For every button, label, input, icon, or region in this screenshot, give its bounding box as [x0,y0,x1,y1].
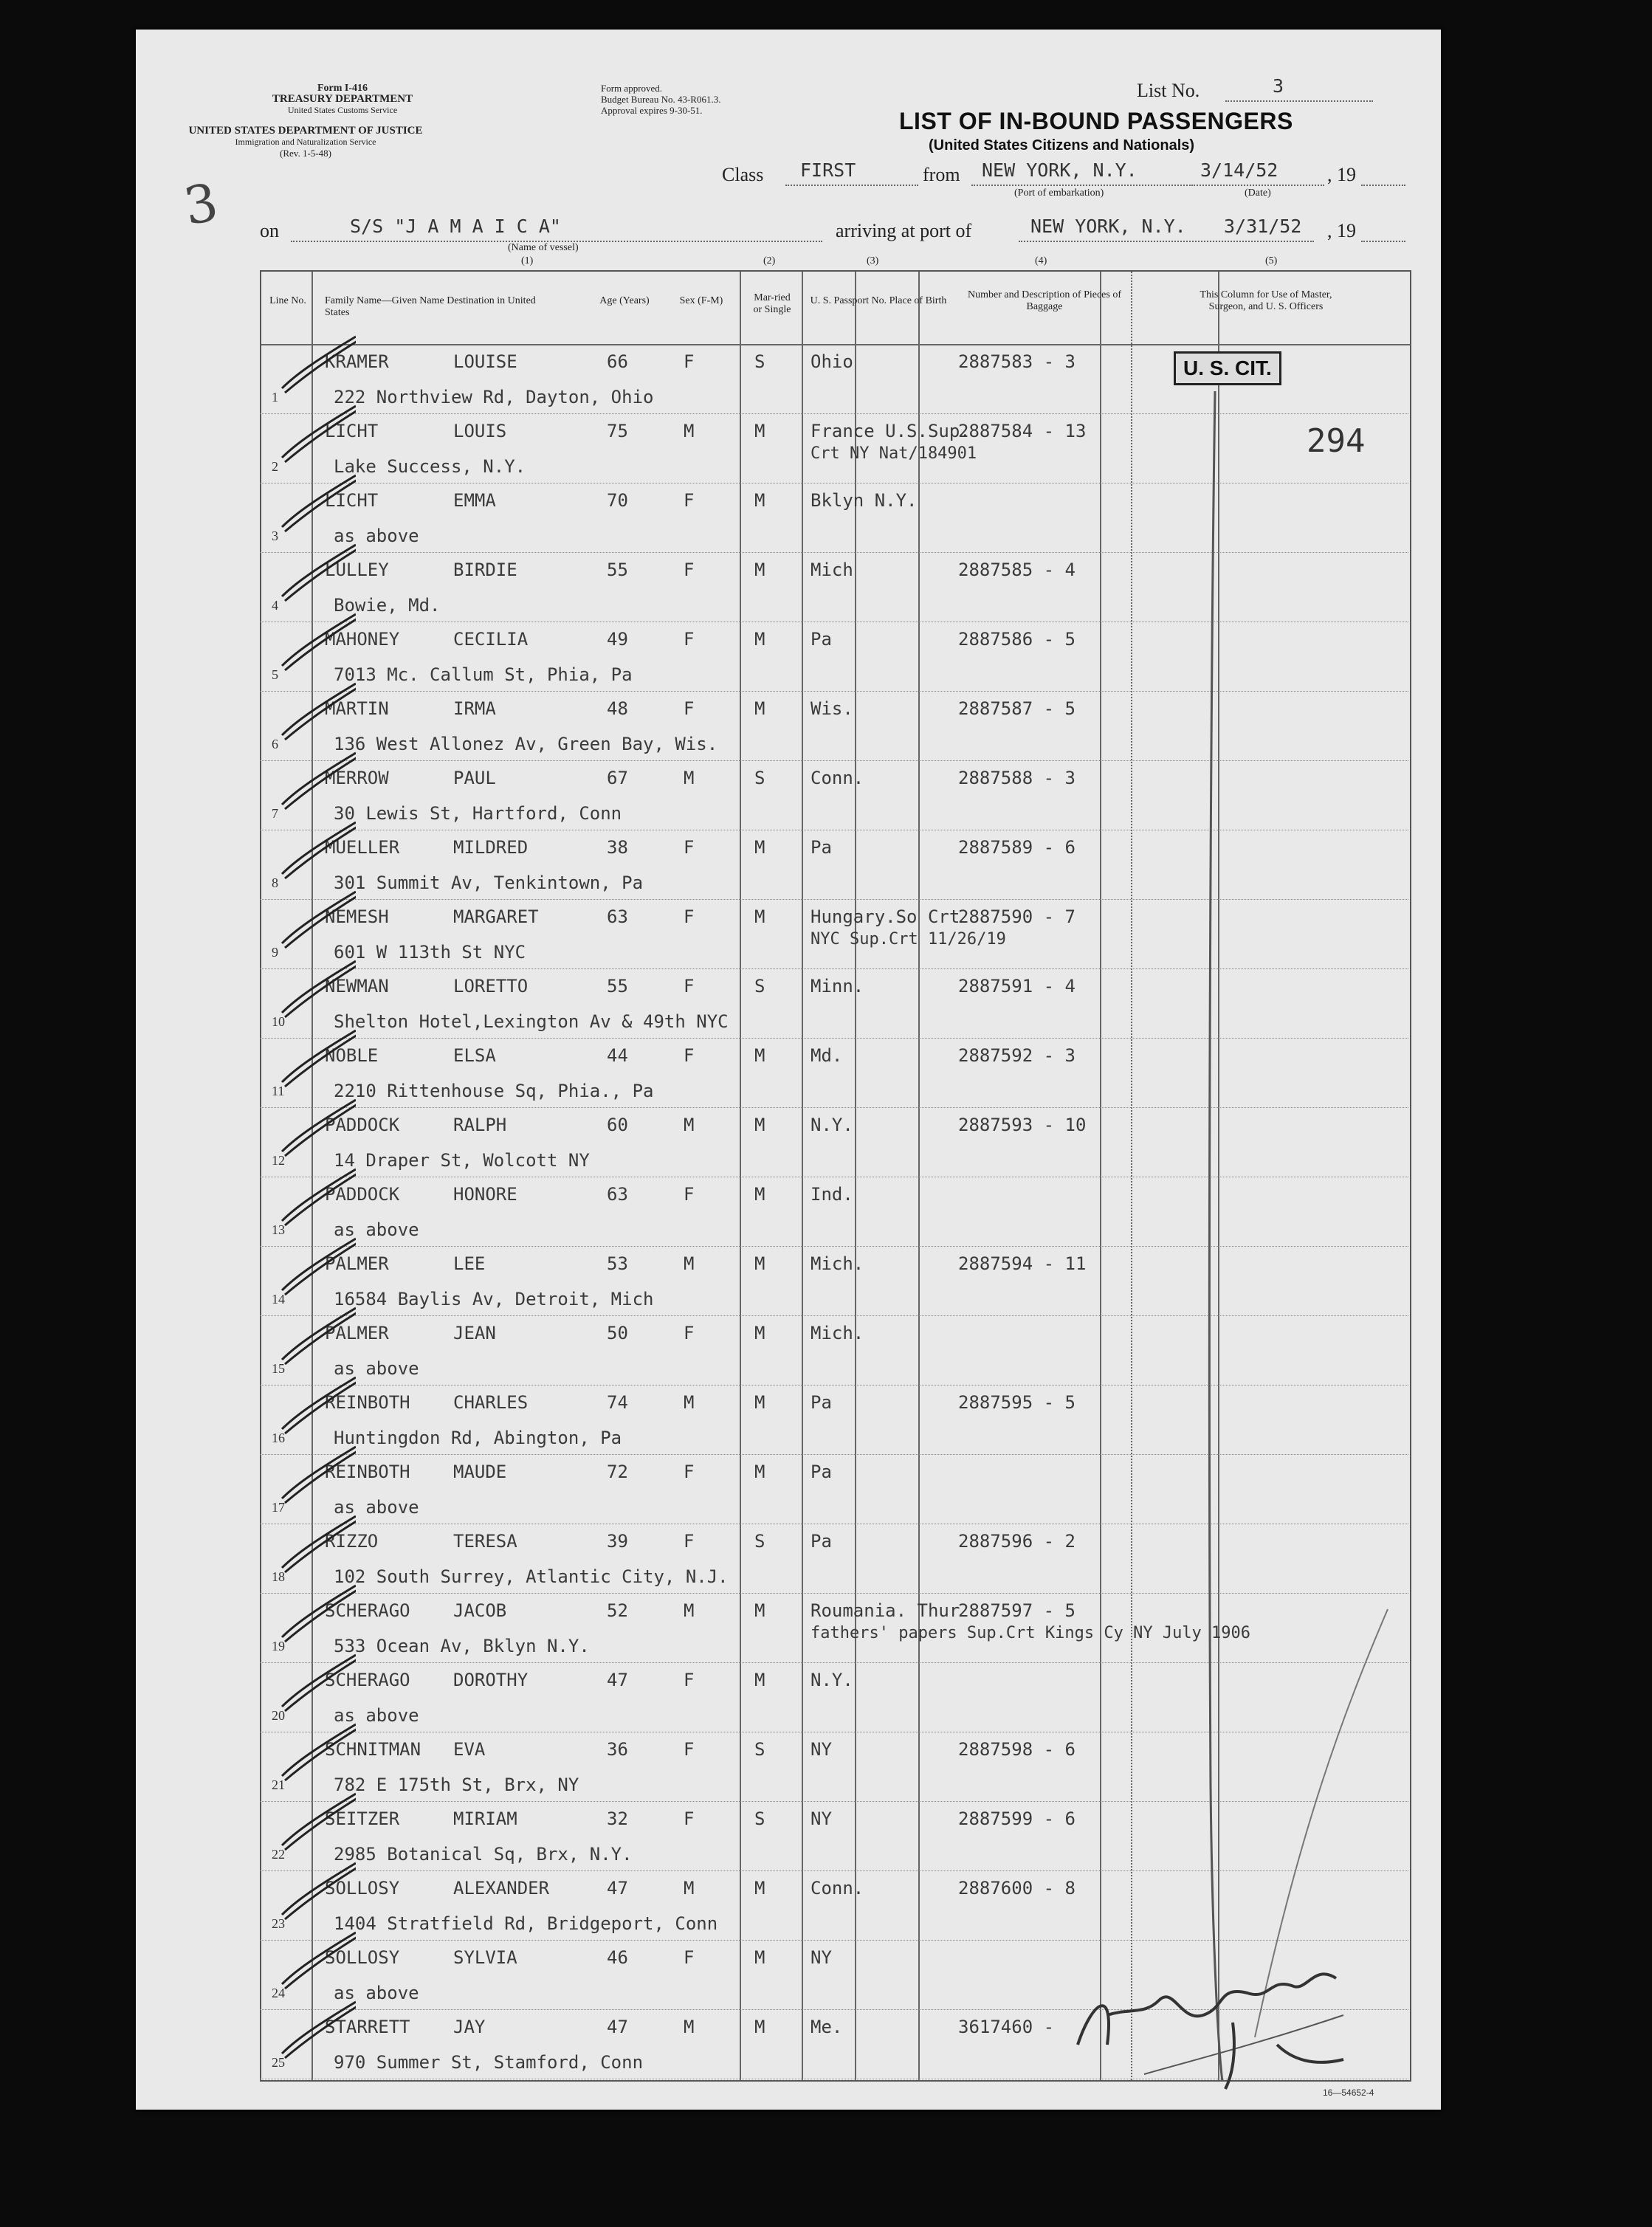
destination: 782 E 175th St, Brx, NY [334,1775,579,1795]
place-of-birth: Ind. [810,1184,853,1205]
check-mark-icon [275,1856,356,1925]
destination: 601 W 113th St NYC [334,942,526,963]
check-mark-icon [275,815,356,884]
manifest-number-stamp: 294 [1307,422,1366,460]
family-name: RIZZO [325,1531,379,1552]
line-number: 18 [272,1569,285,1584]
check-mark-icon [275,329,356,399]
check-mark-icon [275,1786,356,1856]
sex: M [684,1600,695,1621]
page-title: LIST OF IN-BOUND PASSENGERS [899,108,1293,134]
married-status: M [754,1947,765,1968]
line-number: 19 [272,1639,285,1653]
place-of-birth: Roumania. Thur [810,1600,960,1621]
check-mark-icon [275,537,356,607]
given-name: DOROTHY [453,1670,529,1690]
revision: (Rev. 1-5-48) [280,148,331,159]
place-of-birth: Pa [810,1462,832,1482]
married-status: M [754,698,765,719]
place-of-birth: NY [810,1739,832,1760]
place-of-birth: N.Y. [810,1670,853,1690]
baggage: 2887594 - 11 [958,1253,1087,1274]
given-name: LOUIS [453,421,507,441]
baggage: 2887588 - 3 [958,768,1075,788]
line-number: 14 [272,1292,285,1307]
baggage: 2887597 - 5 [958,1600,1075,1621]
col-header-line: Line No. [269,295,306,306]
sex: F [684,1323,695,1343]
baggage: 2887587 - 5 [958,698,1075,719]
sex: F [684,351,695,372]
given-name: SYLVIA [453,1947,517,1968]
list-no-label: List No. [1137,80,1200,101]
married-status: M [754,629,765,650]
sex: F [684,906,695,927]
destination: 30 Lewis St, Hartford, Conn [334,803,622,824]
sex: F [684,1045,695,1066]
line-number: 12 [272,1153,285,1168]
destination: 102 South Surrey, Atlantic City, N.J. [334,1566,729,1587]
class-value: FIRST [800,159,856,181]
age: 48 [607,698,628,719]
married-status: M [754,560,765,580]
sex: F [684,560,695,580]
destination: 14 Draper St, Wolcott NY [334,1150,590,1171]
sex: F [684,1808,695,1829]
place-of-birth: NY [810,1947,832,1968]
form-agency-block [217,83,468,116]
family-name: SCHNITMAN [325,1739,421,1760]
us-citizen-stamp: U. S. CIT. [1174,351,1281,385]
married-status: M [754,1045,765,1066]
baggage: 2887584 - 13 [958,421,1087,441]
vessel-caption: (Name of vessel) [508,242,579,253]
approval-line-1: Form approved. [601,83,663,94]
family-name: MARTIN [325,698,389,719]
family-name: MUELLER [325,837,400,858]
justice-block [136,125,475,159]
sex: M [684,1392,695,1413]
col-header-age: Age (Years) [599,295,650,306]
check-mark-icon [275,1092,356,1162]
date-caption: (Date) [1245,187,1271,199]
family-name: PADDOCK [325,1184,400,1205]
line-number: 20 [272,1708,285,1723]
col-header-officers: This Column for Use of Master, Surgeon, and U. S. Officers [1200,289,1332,312]
age: 47 [607,2017,628,2037]
check-mark-icon [275,1023,356,1092]
baggage: 2887596 - 2 [958,1531,1075,1552]
baggage: 2887583 - 3 [958,351,1075,372]
place-of-birth-cont: fathers' papers Sup.Crt Kings Cy NY July 1906 [810,1624,1251,1642]
line-number: 4 [272,598,278,613]
check-mark-icon [275,954,356,1023]
check-mark-icon [275,1370,356,1439]
destination: as above [334,1983,419,2003]
destination: 222 Northview Rd, Dayton, Ohio [334,387,654,407]
on-label: on [260,220,279,241]
given-name: LORETTO [453,976,529,997]
line-number: 21 [272,1777,285,1792]
family-name: SOLLOSY [325,1947,400,1968]
place-of-birth: Mich [810,560,853,580]
check-mark-icon [275,607,356,676]
family-name: REINBOTH [325,1462,410,1482]
list-no-value: 3 [1273,75,1284,97]
family-name: PALMER [325,1323,389,1343]
baggage: 2887599 - 6 [958,1808,1075,1829]
age: 55 [607,560,628,580]
place-of-birth: Bklyn N.Y. [810,490,918,511]
line-number: 3 [272,529,278,543]
sex: F [684,629,695,650]
destination: 2210 Rittenhouse Sq, Phia., Pa [334,1081,654,1101]
married-status: M [754,1878,765,1899]
family-name: MAHONEY [325,629,400,650]
margin-handwritten-mark: 3 [179,171,223,238]
check-mark-icon [275,1301,356,1370]
place-of-birth: Wis. [810,698,853,719]
baggage: 2887590 - 7 [958,906,1075,927]
family-name: LULLEY [325,560,389,580]
place-of-birth-cont: NYC Sup.Crt 11/26/19 [810,930,1006,949]
place-of-birth: Pa [810,629,832,650]
family-name: PADDOCK [325,1115,400,1135]
sex: F [684,1531,695,1552]
sex: F [684,490,695,511]
age: 47 [607,1878,628,1899]
arrival-port: NEW YORK, N.Y. [1030,216,1186,237]
family-name: LICHT [325,490,379,511]
age: 52 [607,1600,628,1621]
line-number: 10 [272,1014,285,1029]
line-number: 17 [272,1500,285,1515]
destination: Bowie, Md. [334,595,441,616]
age: 44 [607,1045,628,1066]
given-name: MILDRED [453,837,529,858]
age: 46 [607,1947,628,1968]
destination: as above [334,1219,419,1240]
line-number: 5 [272,667,278,682]
age: 32 [607,1808,628,1829]
embark-date: 3/14/52 [1200,159,1278,181]
destination: 970 Summer St, Stamford, Conn [334,2052,644,2073]
justice-dept: UNITED STATES DEPARTMENT OF JUSTICE [188,125,423,137]
married-status: M [754,1253,765,1274]
married-status: M [754,1323,765,1343]
destination: 7013 Mc. Callum St, Phia, Pa [334,664,633,685]
married-status: M [754,421,765,441]
immigration-service: Immigration and Naturalization Service [235,137,376,147]
line-number: 6 [272,737,278,751]
age: 38 [607,837,628,858]
destination: 16584 Baylis Av, Detroit, Mich [334,1289,654,1309]
age: 72 [607,1462,628,1482]
col-number-3: (3) [867,255,879,266]
sex: M [684,1115,695,1135]
married-status: M [754,1184,765,1205]
family-name: SOLLOSY [325,1878,400,1899]
baggage: 2887589 - 6 [958,837,1075,858]
destination: 1404 Stratfield Rd, Bridgeport, Conn [334,1913,718,1934]
col-header-married: Mar-ried or Single [753,292,791,315]
given-name: JAY [453,2017,486,2037]
given-name: ELSA [453,1045,496,1066]
line-number: 11 [272,1084,285,1098]
sex: M [684,1878,695,1899]
year-label-2: , 19 [1327,220,1356,241]
given-name: HONORE [453,1184,517,1205]
baggage: 2887595 - 5 [958,1392,1075,1413]
family-name: NEWMAN [325,976,389,997]
form-code: 16—54652-4 [1323,2087,1374,2098]
married-status: M [754,1462,765,1482]
married-status: M [754,1600,765,1621]
port-of-embarkation: NEW YORK, N.Y. [982,159,1138,181]
sex: F [684,837,695,858]
sex: M [684,1253,695,1274]
arrival-date: 3/31/52 [1224,216,1302,237]
given-name: JACOB [453,1600,507,1621]
destination: Lake Success, N.Y. [334,456,526,477]
family-name: STARRETT [325,2017,410,2037]
col-number-2: (2) [763,255,776,266]
age: 36 [607,1739,628,1760]
check-mark-icon [275,746,356,815]
approval-line-2: Budget Bureau No. 43-R061.3. [601,94,721,105]
page-subtitle: (United States Citizens and Nationals) [929,137,1195,154]
sex: M [684,768,695,788]
line-number: 23 [272,1916,285,1931]
destination: as above [334,526,419,546]
age: 53 [607,1253,628,1274]
place-of-birth: Ohio [810,351,853,372]
place-of-birth: Md. [810,1045,843,1066]
baggage: 2887592 - 3 [958,1045,1075,1066]
given-name: LEE [453,1253,486,1274]
family-name: SCHERAGO [325,1600,410,1621]
form-number: Form I-416 [317,83,368,94]
age: 63 [607,1184,628,1205]
officer-pencil-line [1152,384,1462,2096]
baggage: 2887586 - 5 [958,629,1075,650]
given-name: RALPH [453,1115,507,1135]
line-number: 13 [272,1222,285,1237]
family-name: PALMER [325,1253,389,1274]
married-status: M [754,490,765,511]
family-name: NEMESH [325,906,389,927]
married-status: M [754,837,765,858]
col-header-passport: U. S. Passport No. Place of Birth [810,295,947,306]
sex: F [684,698,695,719]
given-name: TERESA [453,1531,517,1552]
line-number: 25 [272,2055,285,2070]
arriving-label: arriving at port of [836,220,972,241]
line-number: 7 [272,806,278,821]
family-name: REINBOTH [325,1392,410,1413]
given-name: CECILIA [453,629,529,650]
col-header-baggage: Number and Description of Pieces of Baggage [968,289,1121,312]
age: 75 [607,421,628,441]
place-of-birth: Pa [810,837,832,858]
married-status: S [754,351,765,372]
destination: as above [334,1705,419,1726]
destination: Shelton Hotel,Lexington Av & 49th NYC [334,1011,729,1032]
approval-block [601,83,793,116]
given-name: IRMA [453,698,496,719]
line-number: 22 [272,1847,285,1862]
given-name: JEAN [453,1323,496,1343]
sex: F [684,1739,695,1760]
family-name: KRAMER [325,351,389,372]
place-of-birth: N.Y. [810,1115,853,1135]
place-of-birth: France U.S.Sup. [810,421,971,441]
married-status: M [754,1115,765,1135]
check-mark-icon [275,1231,356,1301]
from-label: from [923,164,960,185]
vessel-name: S/S "J A M A I C A" [350,216,561,237]
baggage: 2887585 - 4 [958,560,1075,580]
given-name: MAUDE [453,1462,507,1482]
given-name: CHARLES [453,1392,529,1413]
married-status: S [754,976,765,997]
port-embark-caption: (Port of embarkation) [1014,187,1104,199]
place-of-birth: NY [810,1808,832,1829]
age: 63 [607,906,628,927]
given-name: EVA [453,1739,486,1760]
line-number: 8 [272,875,278,890]
sex: M [684,2017,695,2037]
destination: 301 Summit Av, Tenkintown, Pa [334,872,644,893]
sex: F [684,1670,695,1690]
age: 67 [607,768,628,788]
sex: F [684,1947,695,1968]
married-status: S [754,1531,765,1552]
baggage: 3617460 - [958,2017,1055,2037]
family-name: NOBLE [325,1045,379,1066]
place-of-birth: Mich. [810,1323,864,1343]
check-mark-icon [275,1925,356,1994]
year-label: , 19 [1327,164,1356,185]
destination: 533 Ocean Av, Bklyn N.Y. [334,1636,590,1656]
given-name: ALEXANDER [453,1878,550,1899]
sex: F [684,976,695,997]
check-mark-icon [275,884,356,954]
col-header-sex: Sex (F-M) [679,295,723,306]
check-mark-icon [275,1717,356,1786]
destination: as above [334,1497,419,1518]
sex: F [684,1184,695,1205]
age: 74 [607,1392,628,1413]
family-name: MERROW [325,768,389,788]
married-status: S [754,1739,765,1760]
check-mark-icon [275,1509,356,1578]
sex: M [684,421,695,441]
given-name: BIRDIE [453,560,517,580]
age: 49 [607,629,628,650]
family-name: SEITZER [325,1808,400,1829]
line-number: 2 [272,459,278,474]
place-of-birth-cont: Crt NY Nat/184901 [810,444,977,463]
check-mark-icon [275,1578,356,1648]
place-of-birth: Hungary.So Crt [810,906,960,927]
family-name: SCHERAGO [325,1670,410,1690]
destination: Huntingdon Rd, Abington, Pa [334,1428,622,1448]
check-mark-icon [275,676,356,746]
family-name: LICHT [325,421,379,441]
place-of-birth: Conn. [810,768,864,788]
age: 47 [607,1670,628,1690]
line-number: 15 [272,1361,285,1376]
age: 70 [607,490,628,511]
place-of-birth: Conn. [810,1878,864,1899]
given-name: PAUL [453,768,496,788]
married-status: M [754,1392,765,1413]
married-status: M [754,2017,765,2037]
check-mark-icon [275,468,356,537]
given-name: LOUISE [453,351,517,372]
place-of-birth: Minn. [810,976,864,997]
customs-service: United States Customs Service [287,105,398,115]
col-number-1: (1) [521,255,534,266]
col-number-5: (5) [1265,255,1278,266]
age: 60 [607,1115,628,1135]
age: 66 [607,351,628,372]
married-status: M [754,906,765,927]
baggage: 2887593 - 10 [958,1115,1087,1135]
baggage: 2887598 - 6 [958,1739,1075,1760]
treasury-dept: TREASURY DEPARTMENT [272,93,413,105]
married-status: S [754,768,765,788]
col-number-4: (4) [1035,255,1047,266]
married-status: M [754,1670,765,1690]
destination: 136 West Allonez Av, Green Bay, Wis. [334,734,718,754]
baggage: 2887600 - 8 [958,1878,1075,1899]
check-mark-icon [275,1162,356,1231]
place-of-birth: Pa [810,1392,832,1413]
given-name: MIRIAM [453,1808,517,1829]
age: 39 [607,1531,628,1552]
check-mark-icon [275,1994,356,2064]
inspector-signature [1033,1934,1388,2096]
approval-line-3: Approval expires 9-30-51. [601,105,703,116]
destination: 2985 Botanical Sq, Brx, N.Y. [334,1844,633,1865]
sex: F [684,1462,695,1482]
line-number: 9 [272,945,278,960]
baggage: 2887591 - 4 [958,976,1075,997]
married-status: S [754,1808,765,1829]
line-number: 16 [272,1431,285,1445]
check-mark-icon [275,399,356,468]
place-of-birth: Mich. [810,1253,864,1274]
age: 55 [607,976,628,997]
col-header-name: Family Name—Given Name Destination in United States [325,295,536,318]
check-mark-icon [275,1439,356,1509]
class-label: Class [722,164,764,185]
place-of-birth: Me. [810,2017,843,2037]
place-of-birth: Pa [810,1531,832,1552]
destination: as above [334,1358,419,1379]
check-mark-icon [275,1648,356,1717]
given-name: EMMA [453,490,496,511]
given-name: MARGARET [453,906,539,927]
line-number: 1 [272,390,278,405]
age: 50 [607,1323,628,1343]
line-number: 24 [272,1986,285,2000]
